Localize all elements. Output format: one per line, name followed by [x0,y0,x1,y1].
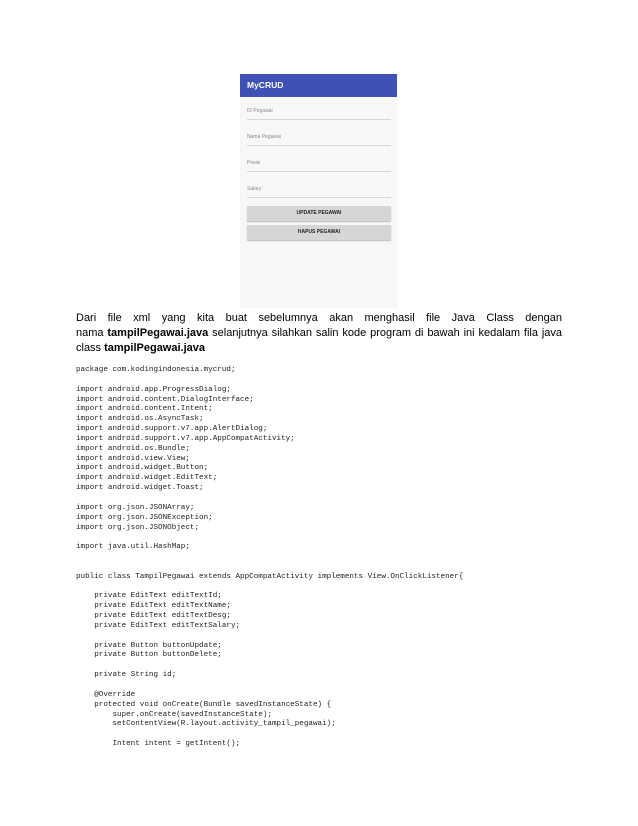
salary-field[interactable] [247,175,391,198]
id-pegawai-placeholder: ID Pegawai [247,108,273,114]
paragraph-line-1 [76,311,562,326]
paragraph-line-3-filename: tampilPegawai.java [104,342,206,354]
app-screenshot [240,74,397,308]
update-pegawai-button[interactable]: UPDATE PEGAWAI [247,206,391,221]
paragraph-line-2-filename: tampilPegawai.java [107,327,209,339]
app-bar-title: MyCRUD [240,74,397,97]
nama-pegawai-field[interactable] [247,123,391,146]
paragraph-line-2 [76,326,562,341]
paragraph-line-3 [76,341,562,356]
id-pegawai-field[interactable] [247,97,391,120]
nama-pegawai-placeholder: Nama Pegawai [247,134,281,140]
paragraph-line-2-prefix: nama [76,327,108,339]
paragraph-line-2-suffix: selanjutnya silahkan salin kode program di bawah ini kedalam fila java [208,327,562,339]
paragraph-line-3-prefix: class [76,342,105,354]
posisi-field[interactable] [247,149,391,172]
paragraph-line-1-text: Dari file xml yang kita buat sebelumnya akan menghasil file Java Class dengan [76,312,562,324]
code-block: package com.kodingindonesia.mycrud; import android.app.ProgressDialog; import android.content.DialogInterface; import android.content.Intent; import android.os.AsyncTask; import android.support.v7.app.AlertDialog; import android.support.v7.app.AppCompatActivity; import android.os.Bundle; import android.view.View; import android.widget.Button; import android.widget.EditText; import android.widget.Toast; import org.json.JSONArray; import org.json.JSONException; import org.json.JSONObject; import java.util.HashMap; public class TampilPegawai extends AppCompatActivity implements View.OnClickListener{ private EditText editTextId; private EditText editTextName; private EditText editTextDesg; private EditText editTextSalary; private Button buttonUpdate; private Button buttonDelete; private String id; @Override protected void onCreate(Bundle savedInstanceState) { super.onCreate(savedInstanceState); setContentView(R.layout.activity_tampil_pegawai); Intent intent = getIntent(); [76,366,464,749]
posisi-placeholder: Posisi [247,160,261,166]
salary-placeholder: Salary [247,186,262,192]
hapus-pegawai-button[interactable]: HAPUS PEGAWAI [247,225,391,240]
